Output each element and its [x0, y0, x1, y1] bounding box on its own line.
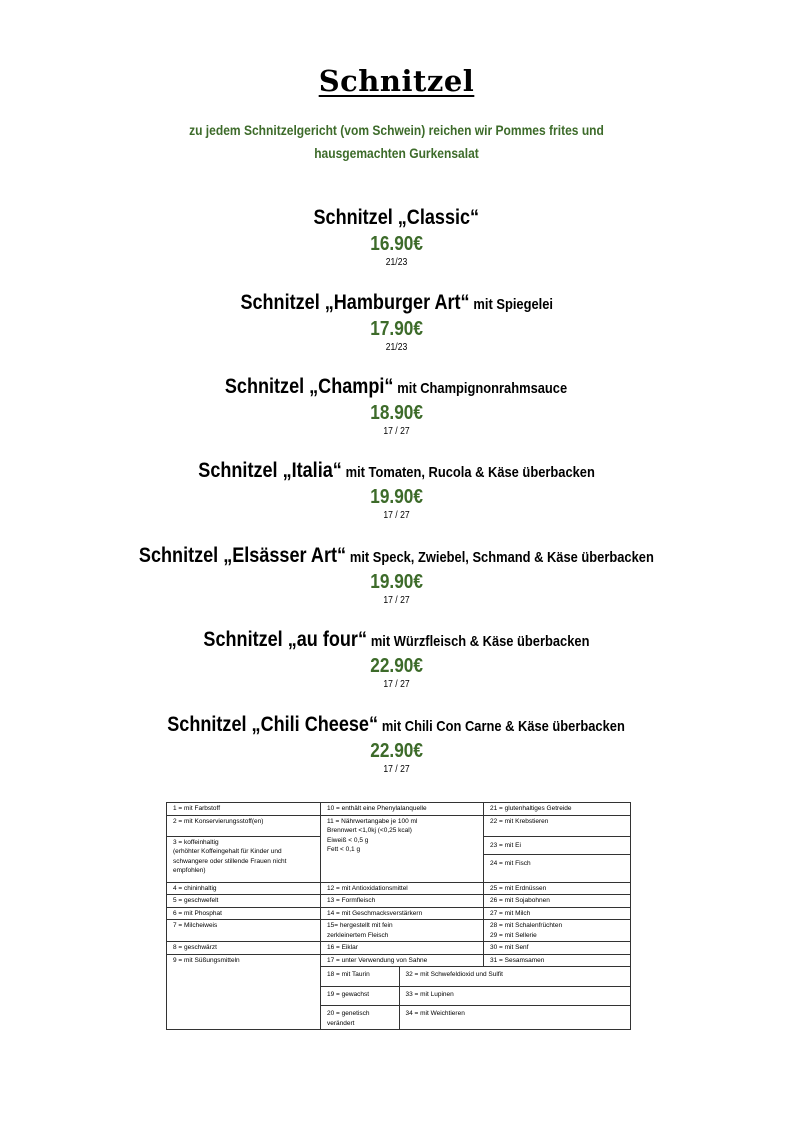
menu-item-description: mit Speck, Zwiebel, Schmand & Käse überbacken: [349, 549, 654, 566]
menu-item-price-line: [0, 315, 793, 341]
menu-item: [0, 375, 793, 438]
menu-item: [0, 713, 793, 776]
legend-line: schwangere oder stillende Frauen nicht: [173, 857, 287, 865]
legend-cell: [321, 920, 484, 942]
legend-cell: 16 = Eiklar: [321, 942, 484, 955]
legend-cell: 19 = gewachst: [321, 987, 399, 1006]
page-title: Schnitzel: [318, 64, 475, 98]
menu-item-description: mit Würzfleisch & Käse überbacken: [370, 633, 590, 650]
menu-item: [0, 628, 793, 691]
menu-item-additive-codes: 21/23: [385, 342, 408, 353]
menu-item-price-line: [0, 399, 793, 425]
menu-item-additive-codes: 17 / 27: [383, 426, 410, 437]
table-row: [167, 882, 631, 895]
legend-line: 20 = genetisch: [327, 1010, 370, 1017]
legend-cell: [321, 967, 631, 1030]
legend-cell: [167, 836, 321, 882]
menu-item-name: Schnitzel „Hamburger Art“: [240, 291, 470, 314]
menu-item-price: 16.90€: [370, 233, 423, 255]
menu-item-heading: [240, 291, 553, 315]
legend-subtable: [321, 967, 630, 1029]
menu-item-heading: [203, 628, 589, 652]
legend-cell: 18 = mit Taurin: [321, 967, 399, 987]
table-row: [167, 920, 631, 942]
page-subtitle: zu jedem Schnitzelgericht (vom Schwein) reichen wir Pommes frites und hausgemachten Gurkensalat: [189, 122, 604, 161]
table-row: [321, 967, 630, 987]
menu-item-price: 22.90€: [370, 655, 423, 677]
menu-item-price-line: [0, 483, 793, 509]
legend-line: (erhöhter Koffeingehalt für Kinder und: [173, 848, 282, 855]
legend-cell: 12 = mit Antioxidationsmittel: [321, 882, 484, 895]
menu-item-description: mit Chili Con Carne & Käse überbacken: [382, 718, 626, 735]
table-row: [167, 803, 631, 816]
legend-line: Brennwert <1,0kj (<0,25 kcal): [327, 827, 412, 834]
legend-cell: 1 = mit Farbstoff: [167, 803, 321, 816]
legend-cell: 7 = Milcheiweis: [167, 920, 321, 942]
menu-item-price: 19.90€: [370, 571, 423, 593]
menu-item-name: Schnitzel „Champi“: [225, 375, 394, 398]
menu-item-additive-codes: 21/23: [385, 257, 408, 268]
table-row: [321, 987, 630, 1006]
menu-item: [0, 544, 793, 607]
legend-line: zerkleinertem Fleisch: [327, 931, 389, 939]
legend-cell: 22 = mit Krebstieren: [484, 815, 631, 836]
menu-item-price-line: [0, 568, 793, 594]
table-row: [167, 954, 631, 967]
menu-item-name: Schnitzel „Elsässer Art“: [139, 544, 347, 567]
table-row: [167, 942, 631, 955]
menu-item-name: Schnitzel „Italia“: [198, 459, 342, 482]
menu-item-heading: [139, 544, 654, 568]
legend-cell: 10 = enthält eine Phenylalanquelle: [321, 803, 484, 816]
menu-item: [0, 206, 793, 269]
legend-line: 29 = mit Sellerie: [490, 931, 537, 939]
legend-cell: 2 = mit Konservierungsstoff(en): [167, 815, 321, 836]
legend-cell: 33 = mit Lupinen: [399, 987, 630, 1006]
legend-cell: 14 = mit Geschmacksverstärkern: [321, 907, 484, 920]
legend-cell: 4 = chininhaltig: [167, 882, 321, 895]
legend-cell: [484, 920, 631, 942]
menu-item-heading: [198, 459, 595, 483]
menu-item-additive-codes: 17 / 27: [383, 510, 410, 521]
legend-cell: 6 = mit Phosphat: [167, 907, 321, 920]
legend-cell: 31 = Sesamsamen: [484, 954, 631, 967]
legend-cell: 5 = geschwefelt: [167, 895, 321, 908]
menu-item-name-line: [0, 544, 793, 568]
legend-cell: 13 = Formfleisch: [321, 895, 484, 908]
legend-line: 3 = koffeinhaltig: [173, 838, 219, 846]
menu-item-additive-codes: 17 / 27: [383, 679, 410, 690]
menu-item-price-line: [0, 230, 793, 256]
menu-item: [0, 459, 793, 522]
legend-cell: 21 = glutenhaltiges Getreide: [484, 803, 631, 816]
menu-item-name-line: [0, 206, 793, 230]
menu-item-name-line: [0, 459, 793, 483]
legend-cell: 25 = mit Erdnüssen: [484, 882, 631, 895]
menu-item-heading: [225, 375, 567, 399]
table-row: [321, 1006, 630, 1030]
menu-item-name-line: [0, 713, 793, 737]
legend-cell: 27 = mit Milch: [484, 907, 631, 920]
menu-item-name: Schnitzel „Chili Cheese“: [167, 713, 379, 736]
menu-item-price: 17.90€: [370, 318, 423, 340]
legend-line: 28 = mit Schalenfrüchten: [490, 922, 563, 929]
menu-item-price: 22.90€: [370, 740, 423, 762]
legend-cell: 30 = mit Senf: [484, 942, 631, 955]
legend-line: 15= hergestellt mit fein: [327, 922, 393, 929]
menu-item-additive-codes: 17 / 27: [383, 764, 410, 775]
legend-cell: 8 = geschwärzt: [167, 942, 321, 955]
table-row: [167, 895, 631, 908]
menu-item-name: Schnitzel „Classic“: [313, 206, 480, 229]
menu-item-price-line: [0, 737, 793, 763]
legend-line: Fett < 0,1 g: [327, 846, 361, 853]
menu-item-price: 19.90€: [370, 486, 423, 508]
legend-line: Eiweiß < 0,5 g: [327, 836, 369, 844]
menu-item-heading: [168, 713, 626, 737]
legend-cell: 23 = mit Ei: [484, 836, 631, 854]
legend-cell: 24 = mit Fisch: [484, 854, 631, 882]
legend-line: 11 = Nährwertangabe je 100 ml: [327, 817, 418, 825]
legend-cell: 9 = mit Süßungsmitteln: [167, 954, 321, 1030]
legend-line: verändert: [327, 1019, 355, 1027]
menu-item-description: mit Champignonrahmsauce: [397, 380, 568, 397]
menu-item: [0, 291, 793, 354]
table-row: [167, 907, 631, 920]
menu-item-name-line: [0, 375, 793, 399]
menu-item-name-line: [0, 628, 793, 652]
legend-cell: 32 = mit Schwefeldioxid und Sulfit: [405, 971, 503, 978]
menu-item-heading: [314, 206, 480, 230]
legend-cell: 34 = mit Weichtieren: [399, 1006, 630, 1030]
legend-cell: 26 = mit Sojabohnen: [484, 895, 631, 908]
menu-item-additive-codes: 17 / 27: [383, 595, 410, 606]
menu-item-name: Schnitzel „au four“: [203, 628, 368, 651]
legend-cell: [321, 815, 484, 882]
menu-item-price-line: [0, 652, 793, 678]
menu-item-description: mit Tomaten, Rucola & Käse überbacken: [345, 464, 595, 481]
additives-legend-table: [166, 802, 631, 1030]
legend-cell: 17 = unter Verwendung von Sahne: [321, 954, 484, 967]
menu-item-name-line: [0, 291, 793, 315]
menu-item-description: mit Spiegelei: [473, 296, 553, 313]
legend-cell: [321, 1006, 399, 1030]
menu-item-price: 18.90€: [370, 402, 423, 424]
table-row: [167, 815, 631, 836]
legend-line: empfohlen): [173, 867, 206, 874]
